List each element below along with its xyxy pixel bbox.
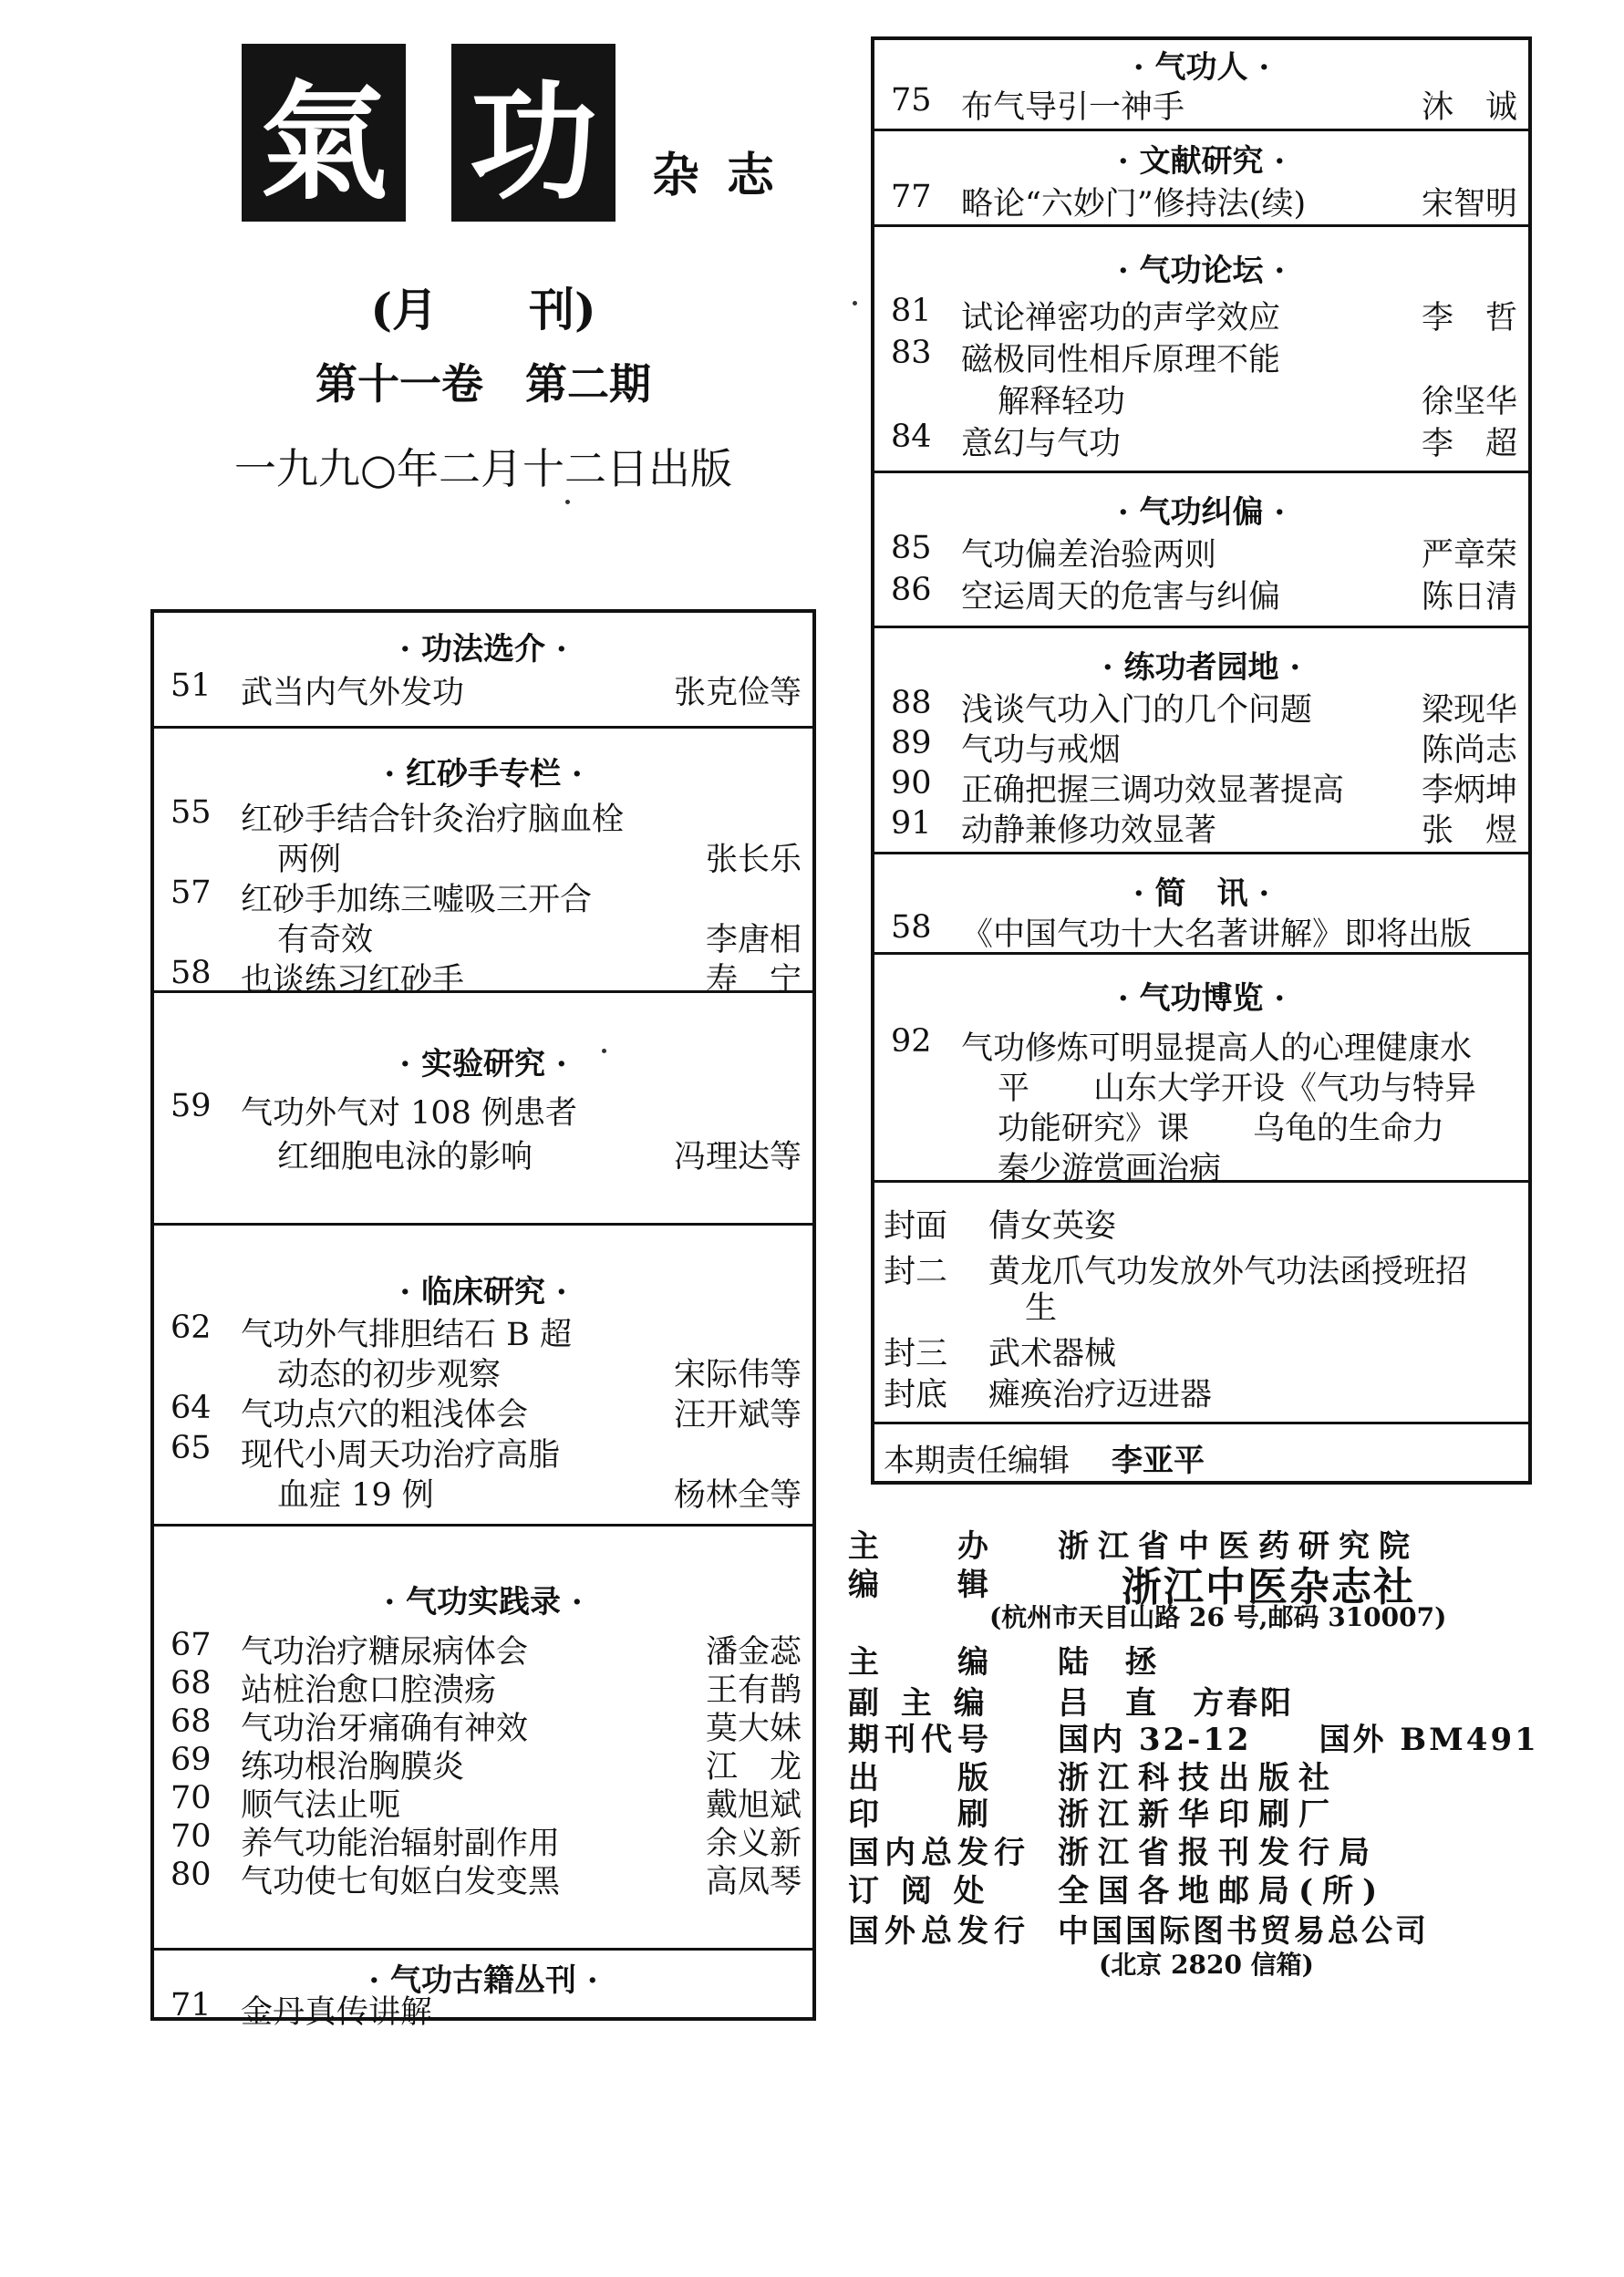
entry-author: 莫大妹 [705, 1711, 802, 1747]
section-title: · 实验研究 · [399, 1046, 567, 1082]
toc-entry [874, 335, 1528, 420]
entry-page: 70 [171, 1818, 212, 1855]
entry-page: 70 [171, 1780, 212, 1816]
entry-author: 江 龙 [705, 1749, 802, 1785]
entry-page: 90 [891, 765, 932, 802]
publisher-key: 编 辑 [848, 1567, 994, 1603]
entry-title-line: 武当内气外发功 [241, 675, 465, 711]
logo-char-gong: 功 [451, 44, 615, 222]
entry-author: 张 煜 [1421, 812, 1517, 849]
publish-date: 一九九○年二月十二日出版 [233, 444, 733, 493]
entry-page: 85 [891, 530, 932, 566]
publisher-value: 中国国际图书贸易总公司 [1058, 1913, 1429, 1950]
entry-title-line: 红砂手结合针灸治疗脑血栓 [241, 802, 625, 838]
cover-section [874, 1183, 1528, 1424]
publisher-value: 全国各地邮局(所) [1058, 1873, 1387, 1910]
entry-author: 杨林全等 [673, 1477, 802, 1514]
publisher-value: 浙江科技出版社 [1058, 1760, 1339, 1796]
entry-page: 80 [171, 1857, 212, 1893]
toc-section [874, 955, 1528, 1187]
entry-author: 余义新 [705, 1826, 802, 1862]
toc-entry [154, 955, 812, 999]
masthead-subtitle: 杂志 [652, 148, 802, 203]
section-title: · 功法选介 · [399, 631, 567, 668]
toc-entry [154, 1665, 812, 1709]
print-speck [853, 301, 857, 305]
publisher-value: 陆 拯 [1058, 1644, 1159, 1681]
toc-section [874, 628, 1528, 854]
toc-entry [874, 685, 1528, 729]
publisher-value: 浙江新华印刷厂 [1058, 1796, 1339, 1833]
toc-entry [154, 1780, 812, 1824]
entry-title-line: 练功根治胸膜炎 [241, 1749, 465, 1785]
publisher-key: 期刊代号 [848, 1722, 994, 1758]
print-speck [565, 500, 570, 504]
entry-author: 寿 宁 [705, 962, 802, 999]
toc-entry [154, 1390, 812, 1433]
entry-page: 67 [171, 1627, 212, 1663]
toc-entry [154, 1818, 812, 1862]
entry-title-line: 正确把握三调功效显著提高 [961, 772, 1345, 809]
toc-section [154, 1527, 812, 1951]
publisher-key: 出 版 [848, 1760, 994, 1796]
cover-desc-line: 瘫痪治疗迈进器 [988, 1377, 1213, 1413]
entry-title-line: 动态的初步观察 [277, 1357, 502, 1393]
section-title: · 气功实践录 · [384, 1584, 583, 1620]
publisher-value: 浙江中医杂志社 [1122, 1564, 1415, 1610]
entry-title-line: 有奇效 [277, 922, 374, 958]
toc-entry [154, 794, 812, 878]
toc-entry [874, 82, 1528, 126]
entry-author: 陈日清 [1421, 579, 1517, 616]
entry-page: 71 [171, 1987, 212, 2023]
entry-author: 李炳坤 [1421, 772, 1517, 809]
toc-entry [874, 909, 1528, 953]
cover-desc-line: 武术器械 [988, 1336, 1117, 1372]
editor-name: 李亚平 [1112, 1443, 1205, 1479]
entry-title-line: 空运周天的危害与纠偏 [961, 579, 1281, 616]
volume-issue: 第十一卷 第二期 [315, 359, 651, 409]
entry-title-line: 意幻与气功 [961, 426, 1122, 462]
toc-entry [154, 1627, 812, 1671]
publisher-value: 吕 直 方春阳 [1058, 1685, 1294, 1722]
entry-title-line: 红砂手加练三嘘吸三开合 [241, 882, 593, 918]
entry-title-line: 气功治牙痛确有神效 [241, 1711, 529, 1747]
entry-title-line: 平 山东大学开设《气功与特异 [998, 1071, 1477, 1107]
entry-page: 89 [891, 725, 932, 761]
entry-page: 88 [891, 685, 932, 721]
entry-title-line: 血症 19 例 [277, 1477, 434, 1514]
publisher-key: 主 办 [848, 1528, 994, 1565]
toc-entry [874, 572, 1528, 616]
cover-desc-line: 生 [1025, 1290, 1058, 1327]
entry-page: 84 [891, 419, 932, 455]
toc-left-box [150, 609, 816, 2031]
toc-entry [154, 1742, 812, 1785]
entry-author: 徐坚华 [1421, 384, 1517, 420]
publisher-value: 浙江省报刊发行局 [1058, 1835, 1379, 1871]
entry-author: 汪开斌等 [673, 1397, 802, 1433]
toc-section [154, 613, 812, 729]
toc-right-box [871, 36, 1532, 1485]
cover-label: 封面 [884, 1208, 948, 1245]
entry-title-line: 气功偏差治验两则 [961, 537, 1217, 574]
entry-author: 高凤琴 [705, 1864, 802, 1900]
toc-section [154, 729, 812, 999]
toc-section [874, 40, 1528, 131]
entry-page: 55 [171, 794, 212, 831]
toc-entry [154, 1987, 812, 2031]
toc-entry [154, 1088, 812, 1175]
frequency: (月 刊) [370, 283, 596, 336]
toc-entry [154, 668, 812, 711]
toc-entry [154, 1703, 812, 1747]
entry-title-line: 气功外气排胆结石 B 超 [241, 1317, 572, 1353]
entry-title-line: 气功外气对 108 例患者 [241, 1095, 578, 1132]
toc-entry [874, 530, 1528, 574]
entry-page: 59 [171, 1088, 212, 1124]
cover-label: 封底 [884, 1377, 948, 1413]
entry-author: 宋智明 [1421, 186, 1517, 223]
entry-title-line: 磁极同性相斥原理不能 [961, 342, 1281, 378]
toc-section [874, 473, 1528, 628]
toc-entry [874, 293, 1528, 336]
entry-title-line: 秦少游赏画治病 [998, 1151, 1222, 1187]
entry-page: 64 [171, 1390, 212, 1426]
entry-page: 75 [891, 82, 932, 119]
toc-section [154, 993, 812, 1226]
entry-page: 68 [171, 1703, 212, 1740]
entry-title-line: 气功修炼可明显提高人的心理健康水 [961, 1030, 1473, 1067]
publisher-value: (北京 2820 信箱) [1099, 1950, 1314, 1980]
toc-entry [154, 875, 812, 958]
publisher-key: 主 编 [848, 1644, 994, 1681]
entry-title-line: 金丹真传讲解 [241, 1994, 433, 2031]
entry-author: 王有鹊 [705, 1672, 802, 1709]
toc-entry [874, 765, 1528, 809]
entry-title-line: 现代小周天功治疗高脂 [241, 1437, 561, 1474]
publisher-value: 国内 32-12 国外 BM491 [1058, 1722, 1539, 1758]
editor-label: 本期责任编辑 [884, 1443, 1070, 1479]
toc-section [874, 131, 1528, 227]
entry-author: 李唐相 [705, 922, 802, 958]
toc-entry [874, 1023, 1528, 1187]
section-title: · 临床研究 · [399, 1274, 567, 1310]
entry-author: 宋际伟等 [673, 1357, 802, 1393]
section-title: · 红砂手专栏 · [384, 756, 583, 792]
publisher-key: 印 刷 [848, 1796, 994, 1833]
entry-title-line: 气功与戒烟 [961, 732, 1122, 769]
toc-entry [874, 179, 1528, 223]
entry-title-line: 略论“六妙门”修持法(续) [961, 186, 1307, 223]
entry-page: 62 [171, 1309, 212, 1346]
publisher-key: 国内总发行 [848, 1835, 1030, 1871]
section-title: · 气功纠偏 · [1117, 494, 1286, 531]
entry-title-line: 两例 [277, 842, 342, 878]
entry-page: 86 [891, 572, 932, 608]
entry-title-line: 红细胞电泳的影响 [277, 1139, 533, 1175]
entry-title-line: 养气功能治辐射副作用 [241, 1826, 561, 1862]
entry-author: 张长乐 [705, 842, 802, 878]
entry-title-line: 气功使七旬妪白发变黑 [241, 1864, 561, 1900]
section-title: · 气功古籍丛刊 · [368, 1962, 598, 1999]
toc-entry [874, 725, 1528, 769]
entry-page: 77 [891, 179, 932, 215]
publisher-key: 国外总发行 [848, 1913, 1030, 1950]
publisher-value: (杭州市天目山路 26 号,邮码 310007) [989, 1602, 1447, 1632]
logo-char-qi: 氣 [242, 44, 406, 222]
publisher-value: 浙江省中医药研究院 [1058, 1528, 1419, 1565]
entry-page: 65 [171, 1430, 212, 1466]
cover-desc-line: 黄龙爪气功发放外气功法函授班招 [988, 1254, 1468, 1290]
entry-page: 69 [171, 1742, 212, 1778]
entry-author: 冯理达等 [673, 1139, 802, 1175]
entry-author: 潘金蕊 [705, 1634, 802, 1671]
entry-title-line: 功能研究》课 乌龟的生命力 [998, 1111, 1445, 1147]
section-title: · 气功人 · [1133, 49, 1270, 86]
publisher-key: 订 阅 处 [848, 1873, 990, 1910]
toc-section [874, 227, 1528, 473]
section-title: · 气功论坛 · [1117, 253, 1286, 289]
section-title: · 文献研究 · [1117, 143, 1286, 180]
entry-author: 沐 诚 [1421, 89, 1517, 126]
entry-author: 梁现华 [1421, 692, 1517, 729]
toc-section [154, 1951, 812, 2031]
toc-entry [874, 805, 1528, 849]
toc-section [874, 854, 1528, 955]
entry-page: 92 [891, 1023, 932, 1060]
section-title: · 练功者园地 · [1102, 649, 1301, 686]
editor-section [874, 1424, 1528, 1488]
toc-entry [154, 1430, 812, 1514]
entry-title-line: 也谈练习红砂手 [241, 962, 465, 999]
entry-title-line: 动静兼修功效显著 [961, 812, 1217, 849]
entry-title-line: 布气导引一神手 [961, 89, 1185, 126]
toc-entry [154, 1309, 812, 1393]
cover-label: 封二 [884, 1254, 948, 1290]
section-title: · 气功博览 · [1117, 980, 1286, 1017]
entry-page: 91 [891, 805, 932, 842]
toc-entry [154, 1857, 812, 1900]
entry-title-line: 浅谈气功入门的几个问题 [961, 692, 1313, 729]
cover-label: 封三 [884, 1336, 948, 1372]
entry-author: 陈尚志 [1421, 732, 1517, 769]
entry-title-line: 试论禅密功的声学效应 [961, 300, 1281, 336]
entry-page: 68 [171, 1665, 212, 1702]
entry-title-line: 顺气法止呃 [241, 1787, 401, 1824]
entry-title-line: 解释轻功 [998, 384, 1126, 420]
entry-page: 51 [171, 668, 212, 704]
entry-title-line: 气功治疗糖尿病体会 [241, 1634, 529, 1671]
section-title: · 简 讯 · [1133, 875, 1270, 912]
entry-title-line: 站桩治愈口腔溃疡 [241, 1672, 497, 1709]
toc-section [154, 1226, 812, 1527]
entry-page: 81 [891, 293, 932, 329]
publisher-key: 副 主 编 [848, 1685, 990, 1722]
entry-author: 戴旭斌 [705, 1787, 802, 1824]
entry-page: 58 [891, 909, 932, 946]
entry-title-line: 《中国气功十大名著讲解》即将出版 [961, 916, 1473, 953]
entry-page: 58 [171, 955, 212, 991]
print-speck [602, 1049, 606, 1053]
entry-title-line: 气功点穴的粗浅体会 [241, 1397, 529, 1433]
cover-desc-line: 倩女英姿 [988, 1208, 1117, 1245]
entry-page: 83 [891, 335, 932, 371]
entry-author: 张克俭等 [673, 675, 802, 711]
entry-page: 57 [171, 875, 212, 911]
entry-author: 李 哲 [1421, 300, 1517, 336]
entry-author: 严章荣 [1421, 537, 1517, 574]
toc-entry [874, 419, 1528, 462]
entry-author: 李 超 [1421, 426, 1517, 462]
